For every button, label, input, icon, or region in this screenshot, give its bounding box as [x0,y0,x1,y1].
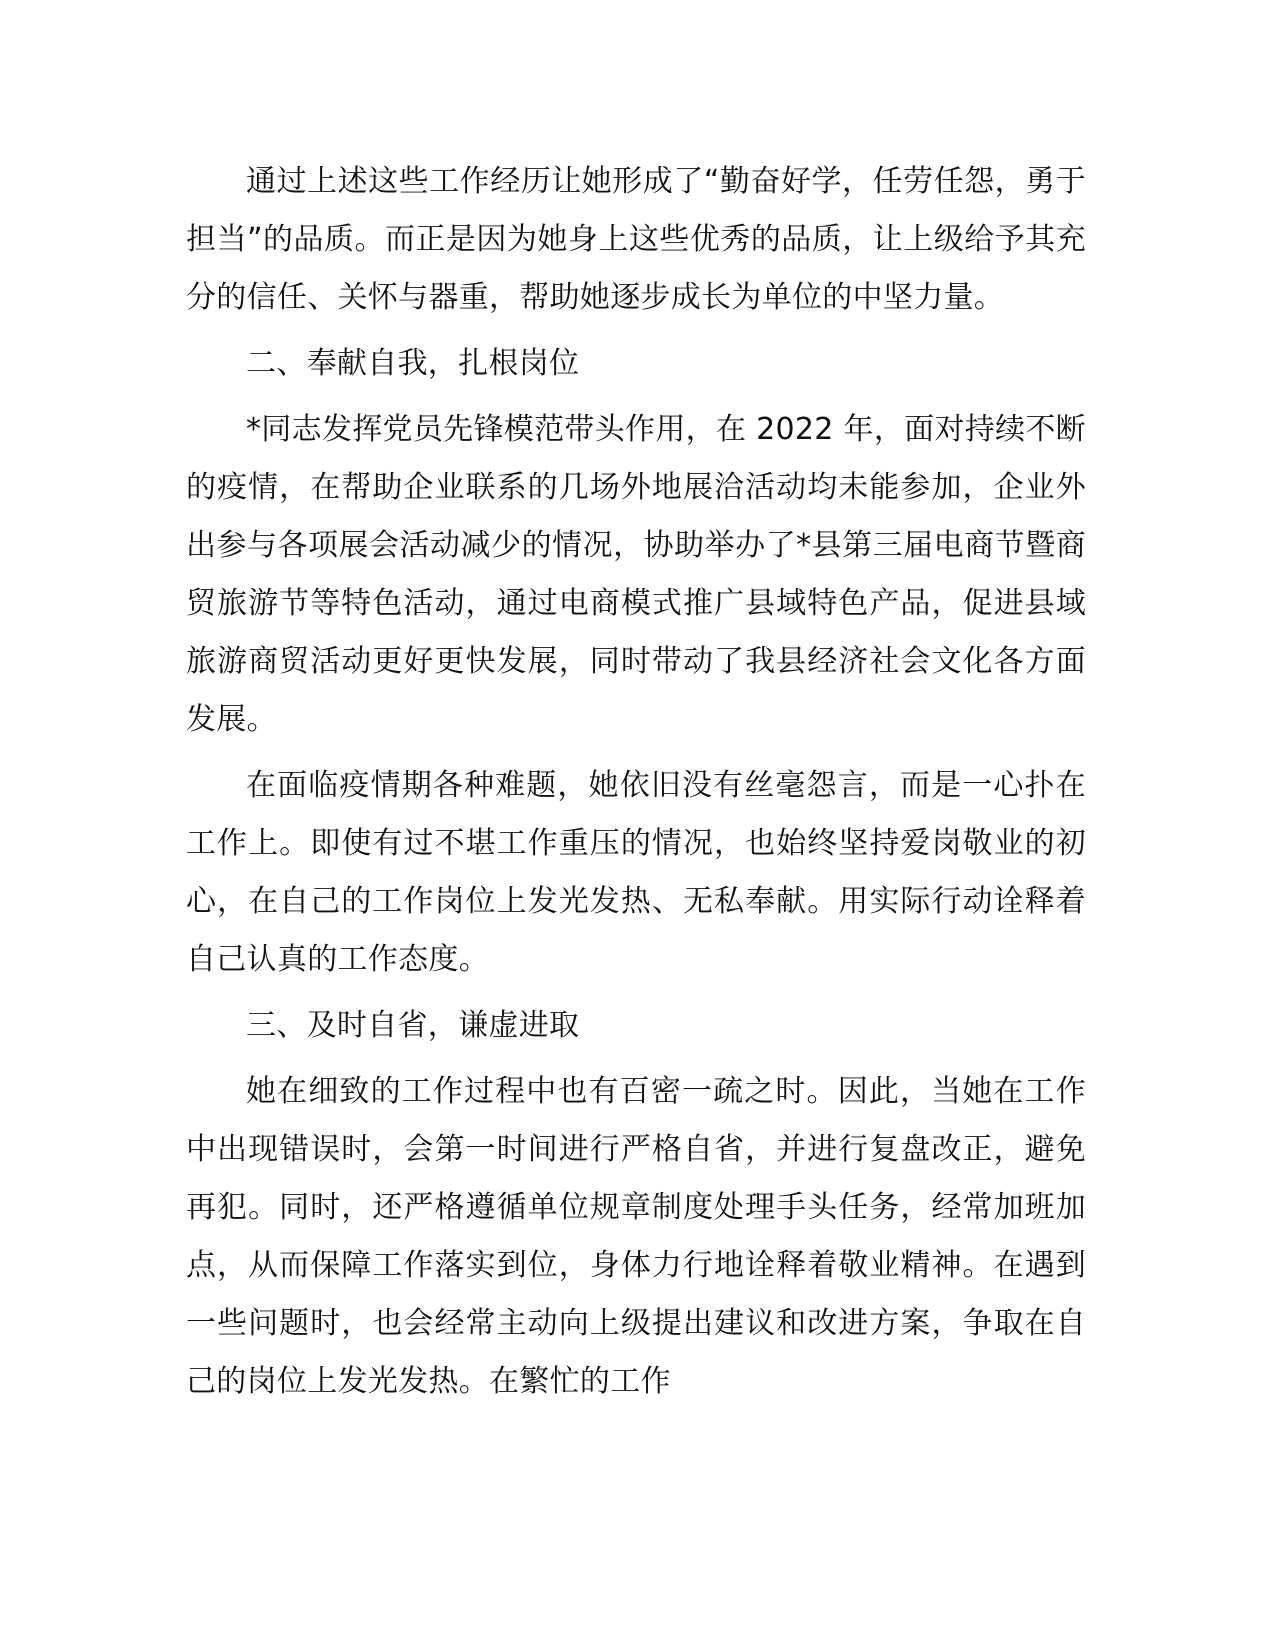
paragraph-qualities: 通过上述这些工作经历让她形成了“勤奋好学，任劳任怨，勇于担当”的品质。而正是因为她身上这些优秀的品质，让上级给予其充分的信任、关怀与器重，帮助她逐步成长为单位的中坚力量。 [186,164,1086,315]
paragraph-party-member: *同志发挥党员先锋模范带头作用，在 2022 年，面对持续不断的疫情，在帮助企业联系的几场外地展洽活动均未能参加，企业外出参与各项展会活动减少的情况，协助举办了*县第三届电商节暨商贸旅游节等特色活动，通过电商模式推广县域特色产品，促进县域旅游商贸活动更好更快发展，同时带动了我县经济社会文化各方面发展。 [186,412,1086,737]
section-heading-3: 三、及时自省，谦虚进取 [246,1008,580,1043]
document-body [186,153,1086,1419]
paragraph-dedication: 在面临疫情期各种难题，她依旧没有丝毫怨言，而是一心扑在工作上。即使有过不堪工作重压的情况，也始终坚持爱岗敬业的初心，在自己的工作岗位上发光发热、无私奉献。用实际行动诠释着自己认真的工作态度。 [186,768,1086,977]
paragraph-self-reflection: 她在细致的工作过程中也有百密一疏之时。因此，当她在工作中出现错误时，会第一时间进行严格自省，并进行复盘改正，避免再犯。同时，还严格遵循单位规章制度处理手头任务，经常加班加点，从而保障工作落实到位，身体力行地诠释着敬业精神。在遇到一些问题时，也会经常主动向上级提出建议和改进方案，争取在自己的岗位上发光发热。在繁忙的工作 [186,1074,1086,1399]
section-heading-2: 二、奉献自我，扎根岗位 [246,346,580,381]
